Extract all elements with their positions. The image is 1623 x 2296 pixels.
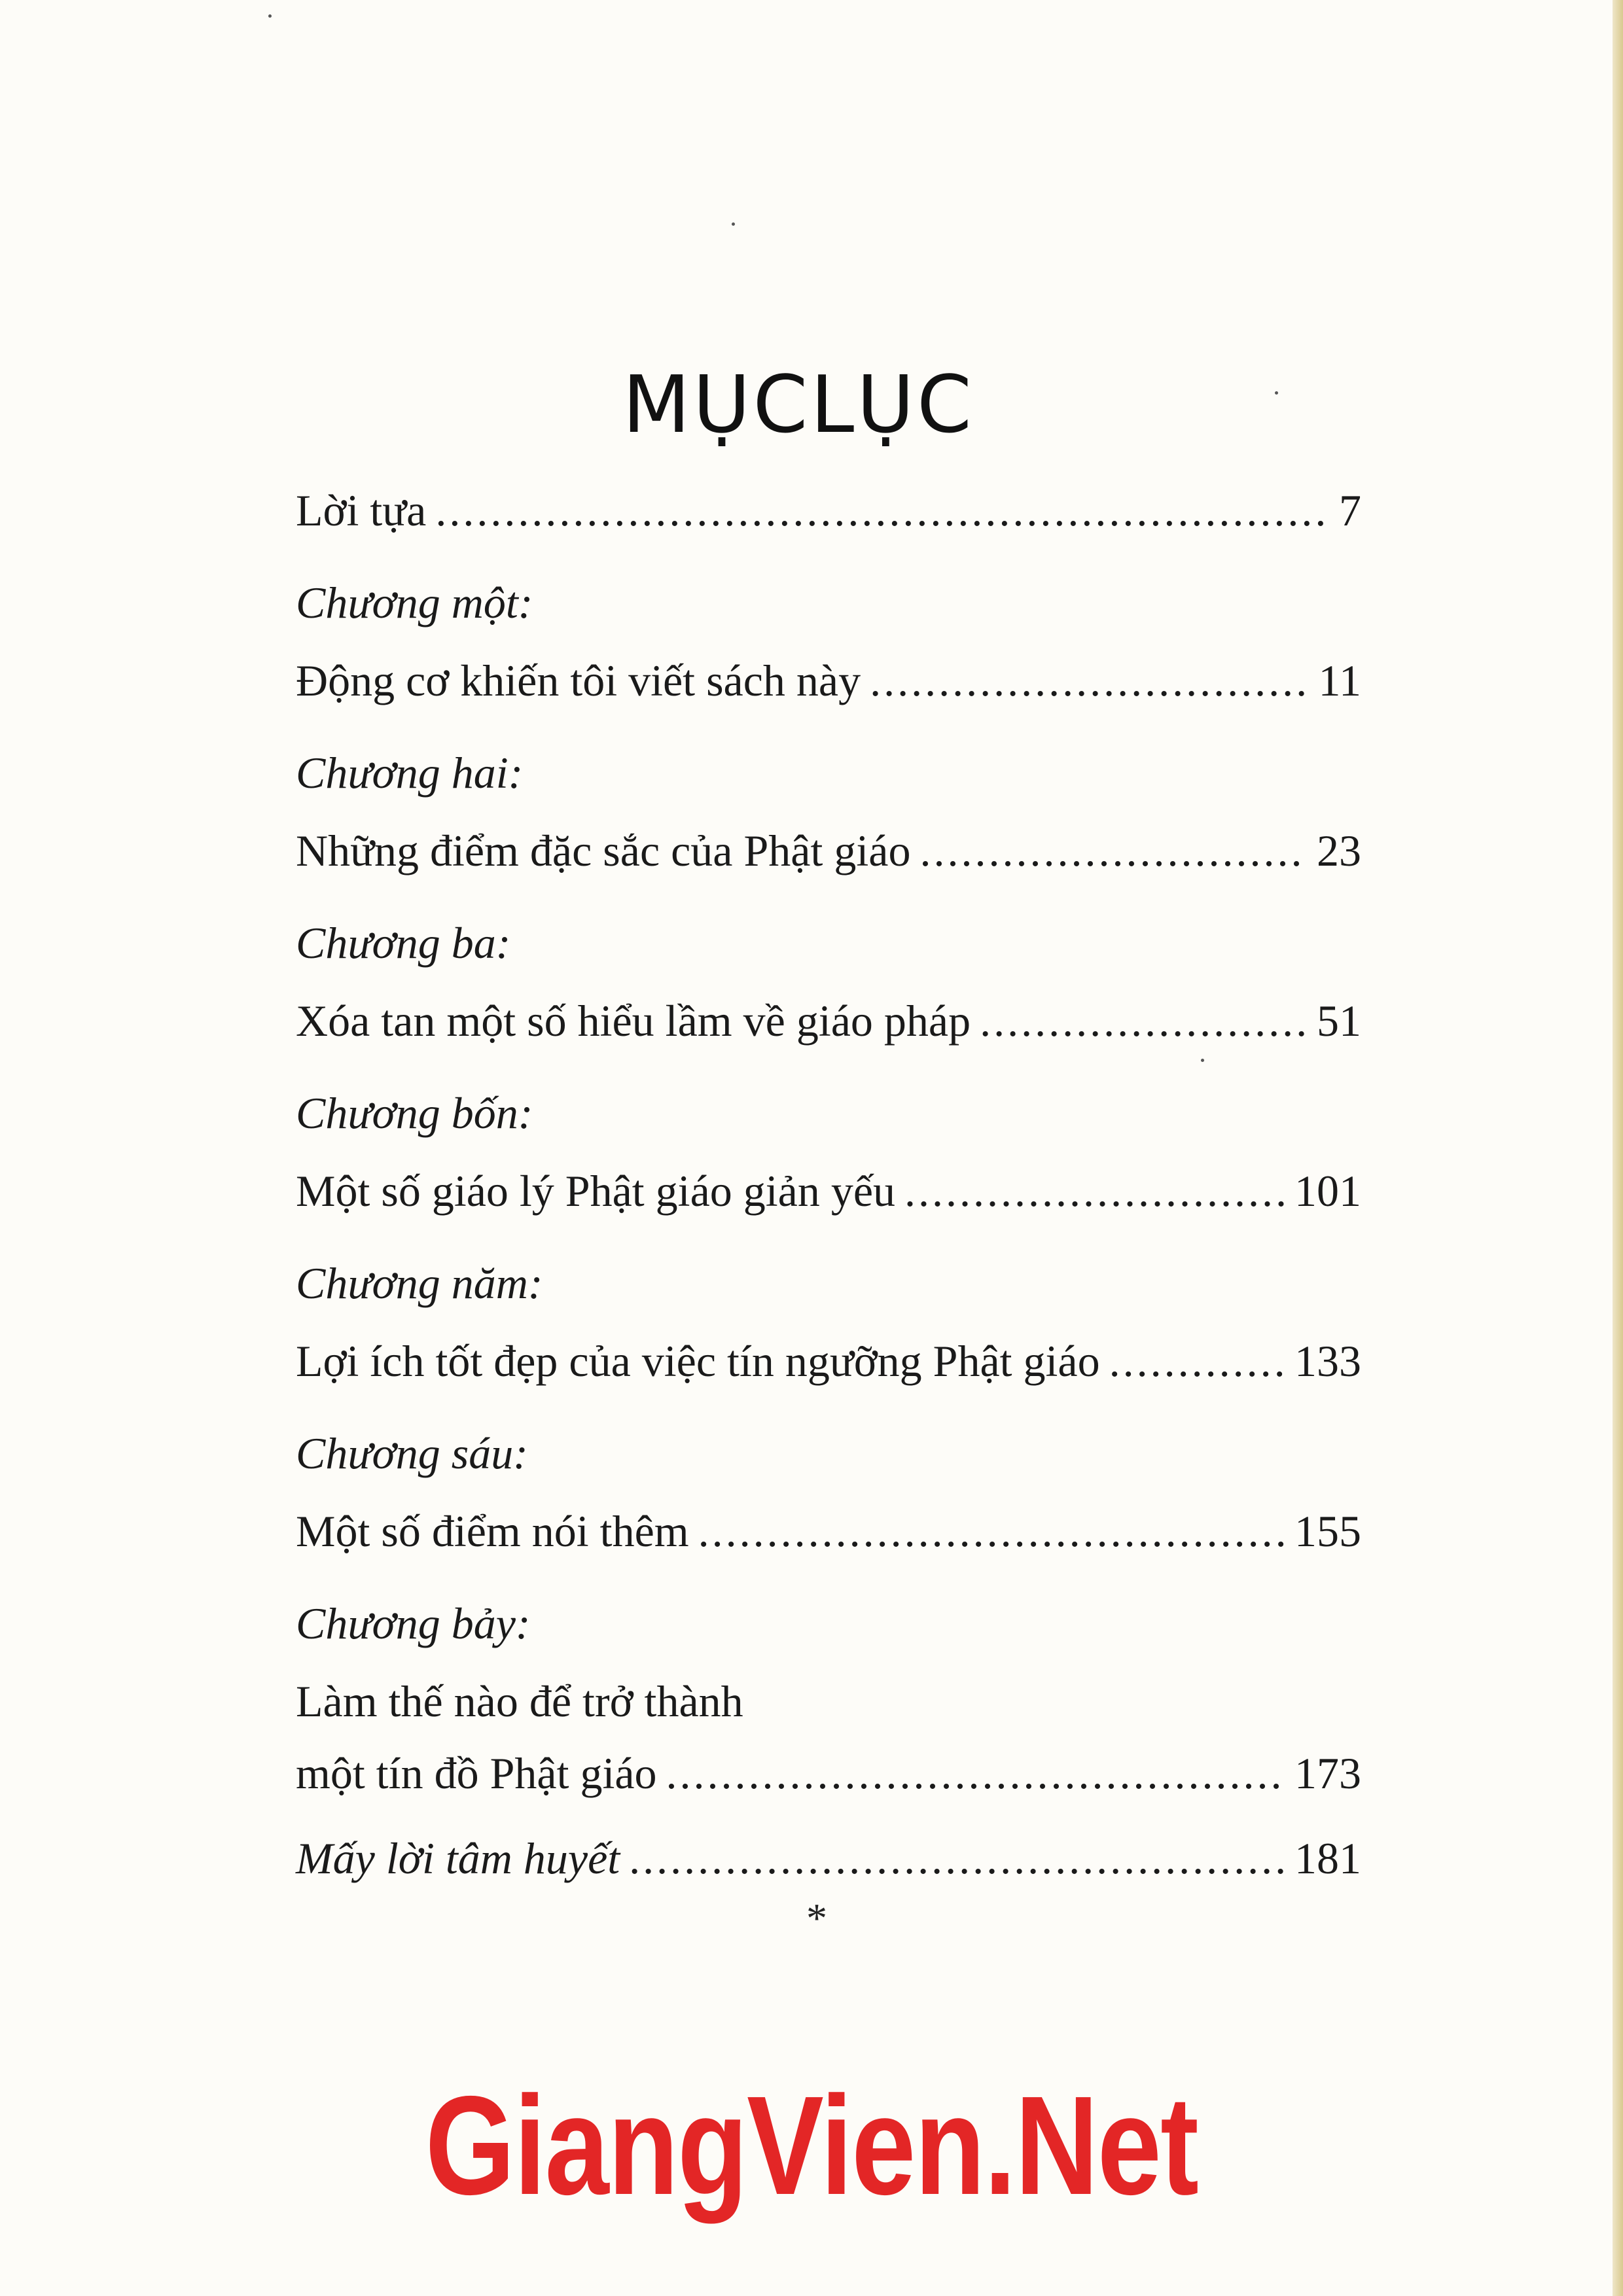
toc-entry-title: Mấy lời tâm huyết xyxy=(296,1833,620,1883)
dot-leader xyxy=(698,1502,1285,1561)
toc-entry-title: Xóa tan một số hiểu lầm về giáo pháp xyxy=(296,996,971,1046)
dot-leader xyxy=(870,651,1309,710)
dot-leader xyxy=(1109,1332,1285,1390)
dot-leader xyxy=(629,1829,1285,1888)
chapter-label: Chương bốn: xyxy=(296,1088,533,1138)
toc-entry-page: 11 xyxy=(1318,656,1361,705)
chapter-label: Chương hai: xyxy=(296,748,524,798)
toc-entry-title: Một số giáo lý Phật giáo giản yếu xyxy=(296,1166,896,1216)
toc-entry-chapter-4[interactable] xyxy=(296,1161,1361,1220)
section-ornament: * xyxy=(806,1895,827,1941)
chapter-label: Chương sáu: xyxy=(296,1428,528,1478)
toc-entry-title: Lợi ích tốt đẹp của việc tín ngưỡng Phật giáo xyxy=(296,1336,1100,1386)
toc-entry-preface[interactable] xyxy=(296,481,1361,540)
toc-entry-closing[interactable] xyxy=(296,1829,1361,1888)
dot-leader xyxy=(980,991,1308,1050)
toc-entry-title: Một số điểm nói thêm xyxy=(296,1506,689,1556)
toc-entry-chapter-6[interactable] xyxy=(296,1502,1361,1561)
chapter-label: Chương một: xyxy=(296,578,533,627)
dot-leader xyxy=(435,481,1330,540)
toc-entry-page: 101 xyxy=(1294,1166,1361,1216)
toc-entry-page: 155 xyxy=(1294,1506,1361,1556)
toc-entry-title: Động cơ khiến tôi viết sách này xyxy=(296,656,861,705)
toc-entry-title-line[interactable]: Làm thế nào để trở thành xyxy=(296,1676,743,1726)
toc-entry-title: một tín đồ Phật giáo xyxy=(296,1748,657,1798)
dot-leader xyxy=(919,821,1308,880)
toc-entry-chapter-5[interactable] xyxy=(296,1332,1361,1390)
page-title: MỤCLỤC xyxy=(622,360,974,451)
paper-speck xyxy=(268,14,272,18)
dot-leader xyxy=(666,1744,1285,1803)
toc-entry-page: 181 xyxy=(1294,1833,1361,1883)
toc-entry-page: 133 xyxy=(1294,1336,1361,1386)
chapter-label: Chương năm: xyxy=(296,1258,543,1308)
toc-entry-page: 23 xyxy=(1317,826,1361,875)
table-of-contents xyxy=(296,481,1361,1888)
toc-entry-chapter-7[interactable] xyxy=(296,1744,1361,1803)
toc-entry-chapter-2[interactable] xyxy=(296,821,1361,880)
toc-entry-title: Những điểm đặc sắc của Phật giáo xyxy=(296,826,911,875)
toc-entry-chapter-1[interactable] xyxy=(296,651,1361,710)
toc-entry-title: Lời tựa xyxy=(296,486,427,535)
chapter-label: Chương bảy: xyxy=(296,1598,531,1648)
toc-entry-page: 51 xyxy=(1317,996,1361,1046)
chapter-label: Chương ba: xyxy=(296,918,511,968)
paper-speck xyxy=(732,222,735,226)
toc-entry-page: 173 xyxy=(1294,1748,1361,1798)
dot-leader xyxy=(904,1161,1285,1220)
toc-entry-chapter-3[interactable] xyxy=(296,991,1361,1050)
page-edge xyxy=(1613,0,1623,2296)
watermark-logo: GiangVien.Net xyxy=(425,2066,1198,2224)
toc-entry-page: 7 xyxy=(1339,486,1361,535)
